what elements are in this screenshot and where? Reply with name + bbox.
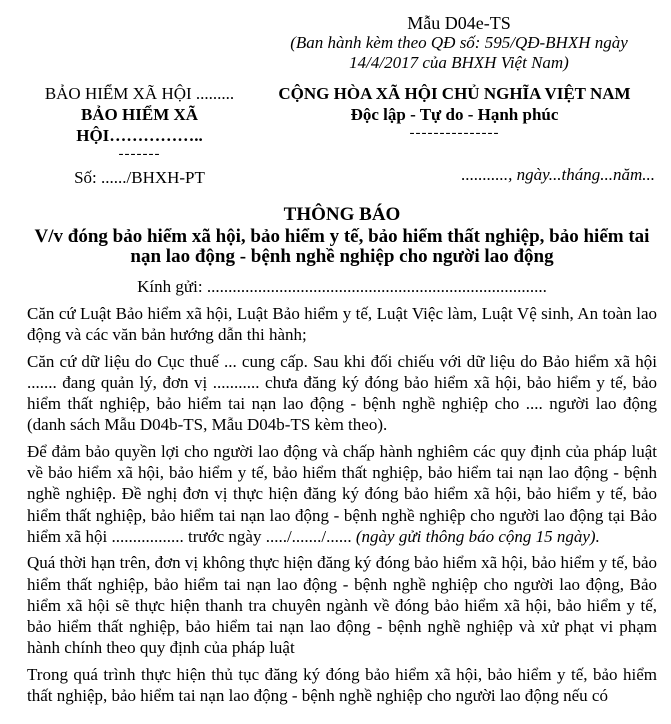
paragraph-request-main-text: Để đảm bảo quyền lợi cho người lao động và chấp hành nghiêm các quy định của pháp luật về bảo hiểm xã hội, bảo hiểm y tế, bảo hiểm thất nghiệp, bảo hiểm tai nạn lao động - bệnh nghề nghiệp. Đề nghị đơn vị thực hiện đăng ký đóng bảo hiểm xã hội, bảo hiểm y tế, bảo hiểm thất nghiệp, bảo hiểm tai nạn lao động - bệnh nghề nghiệp cho người lao động tại Bảo hiểm xã hội ................. trước ngày ...../......./...... [27,441,657,546]
agency-parent-line: BẢO HIỂM XÃ HỘI ......... [44,84,235,103]
form-code: Mẫu D04e-TS [407,13,511,33]
letterhead [27,83,657,188]
document-body [27,303,657,706]
form-issued-line1: (Ban hành kèm theo QĐ số: 595/QĐ-BHXH ngày [290,33,628,52]
paragraph-registration-request [27,441,657,547]
agency-divider: ------- [118,146,161,162]
national-header-block [252,83,657,188]
agency-unit-name: BẢO HIỂM XÃ HỘI…………….. [76,105,203,145]
salutation-line: Kính gửi: ................................................................................ [137,277,547,296]
place-date-line: ..........., ngày...tháng...năm... [461,165,655,184]
paragraph-inspection-warning: Quá thời hạn trên, đơn vị không thực hiện đăng ký đóng bảo hiểm xã hội, bảo hiểm y tế, bảo hiểm thất nghiệp, bảo hiểm tai nạn lao động - bệnh nghề nghiệp cho người lao động, Bảo hiểm xã hội sẽ thực hiện thanh tra chuyên ngành về đóng bảo hiểm xã hội, bảo hiểm y tế, bảo hiểm thất nghiệp, bảo hiểm tai nạn lao động - bệnh nghề nghiệp và xử phạt vi phạm hành chính theo quy định của pháp luật [27,553,657,658]
document-title: THÔNG BÁO [283,204,401,225]
form-reference-block [259,13,659,73]
document-subject: V/v đóng bảo hiểm xã hội, bảo hiểm y tế, bảo hiểm thất nghiệp, bảo hiểm tai nạn lao động - bệnh nghề nghiệp cho người lao động [34,226,650,267]
paragraph-procedure-support: Trong quá trình thực hiện thủ tục đăng ký đóng bảo hiểm xã hội, bảo hiểm y tế, bảo hiểm thất nghiệp, bảo hiểm tai nạn lao động - bệnh nghề nghiệp cho người lao động nếu có [27,664,657,706]
national-motto: Độc lập - Tự do - Hạnh phúc [350,105,559,124]
form-issued-line2: 14/4/2017 của BHXH Việt Nam) [349,53,569,72]
title-block [27,204,657,297]
paragraph-legal-basis: Căn cứ Luật Bảo hiểm xã hội, Luật Bảo hiểm y tế, Luật Việc làm, Luật Vệ sinh, An toàn lao động và các văn bản hướng dẫn thi hành; [27,304,657,345]
issuing-agency-block [27,83,252,188]
paragraph-data-basis: Căn cứ dữ liệu do Cục thuế ... cung cấp. Sau khi đối chiếu với dữ liệu do Bảo hiểm xã hội ....... đang quản lý, đơn vị ........... chưa đăng ký đóng bảo hiểm xã hội, bảo hiểm y tế, bảo hiểm thất nghiệp, bảo hiểm tai nạn lao động - bệnh nghề nghiệp cho .... người lao động (danh sách Mẫu D04b-TS, Mẫu D04b-TS kèm theo). [27,351,657,435]
paragraph-request-deadline-note: (ngày gửi thông báo cộng 15 ngày). [355,526,600,546]
national-title: CỘNG HÒA XÃ HỘI CHỦ NGHĨA VIỆT NAM [278,84,631,103]
motto-divider: --------------- [409,125,500,141]
reference-number: Số: ....../BHXH-PT [74,168,205,187]
